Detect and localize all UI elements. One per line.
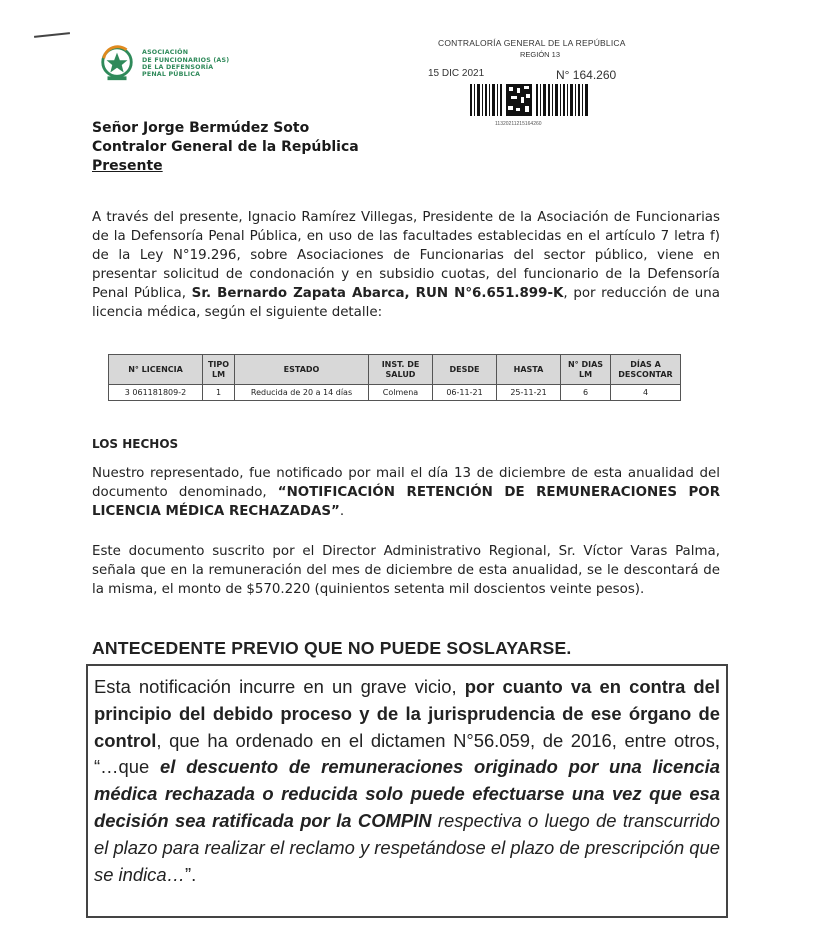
- stamp-code: 11320211215164260: [495, 121, 542, 127]
- box-italic: respectiva o luego de transcurrido el plazo para realizar el reclamo y respetándose el plazo de prescripción que se indica…: [94, 809, 720, 885]
- reception-stamp: [428, 30, 628, 136]
- antecedente-box: [86, 664, 728, 918]
- box-bold-italic: el descuento de remuneraciones originado por una licencia médica rechazada o reducida solo puede efectuarse una vez que esa decisión sea ratificada por la COMPIN: [94, 756, 720, 831]
- section-heading-hechos: LOS HECHOS: [92, 437, 179, 451]
- box-text: , que ha ordenado en el dictamen N°56.059, de 2016, entre otros, “…que: [94, 729, 720, 778]
- intro-bold: Sr. Bernardo Zapata Abarca, RUN N°6.651.899-K: [191, 286, 564, 301]
- table-header-row: [109, 355, 681, 385]
- logo-line: PENAL PÚBLICA: [142, 71, 201, 79]
- association-logo: [98, 45, 229, 83]
- addressee-block: [92, 119, 359, 176]
- addressee-name: Señor Jorge Bermúdez Soto: [92, 120, 310, 136]
- addressee-presente: Presente: [92, 158, 163, 174]
- logo-line: DE LA DEFENSORÍA: [142, 64, 214, 71]
- hechos-text: Nuestro representado, fue notificado por mail el día 13 de diciembre de esta anualidad del documento denominado,: [92, 466, 720, 500]
- table-cell: Reducida de 20 a 14 días: [235, 385, 369, 401]
- table-header: DESDE: [433, 355, 497, 385]
- hechos-end: .: [339, 504, 345, 519]
- stamp-date: 15 DIC 2021: [428, 68, 485, 79]
- stamp-number: N° 164.260: [556, 68, 617, 82]
- table-cell: 06-11-21: [433, 385, 497, 401]
- hechos-bold: “NOTIFICACIÓN RETENCIÓN DE REMUNERACIONES POR LICENCIA MÉDICA RECHAZADAS”: [92, 485, 721, 519]
- box-text: ”.: [184, 863, 197, 885]
- table-header: TIPO LM: [203, 355, 235, 385]
- logo-line: DE FUNCIONARIOS (AS): [142, 56, 230, 64]
- intro-text: A través del presente, Ignacio Ramírez Villegas, Presidente de la Asociación de Funcionarias de la Defensoría Penal Pública, en uso de las facultades establecidas en el artículo 7 letra f) de la Ley N°19.296, sobre Asociaciones de Funcionarias del sector público, viene en presentar solicitud de condonación y en subsidio cuotas, del funcionario de la Defensoría Penal Pública,: [92, 210, 720, 301]
- table-header: N° LICENCIA: [109, 355, 203, 385]
- pen-mark: [34, 32, 70, 38]
- barcode-icon: [470, 82, 590, 118]
- table-cell: 25-11-21: [497, 385, 561, 401]
- table-header: INST. DE SALUD: [369, 355, 433, 385]
- star-emblem-icon: [98, 45, 136, 83]
- table-cell: 3 061181809-2: [109, 385, 203, 401]
- hechos-paragraph-2: Este documento suscrito por el Director Administrativo Regional, Sr. Víctor Varas Palma, señala que en la remuneración del mes de diciembre de esta anualidad, se le descontará de la misma, el monto de $570.220 (quinientos setenta mil doscientos veinte pesos).: [92, 544, 720, 597]
- section-heading-antecedente: ANTECEDENTE PREVIO QUE NO PUEDE SOSLAYARSE.: [92, 638, 572, 658]
- table-cell: 1: [203, 385, 235, 401]
- table-cell: Colmena: [369, 385, 433, 401]
- box-bold: por cuanto va en contra del principio del debido proceso y de la jurisprudencia de ese órgano de control: [94, 676, 720, 751]
- table-cell: 4: [611, 385, 681, 401]
- addressee-title: Contralor General de la República: [92, 139, 359, 155]
- stamp-org: CONTRALORÍA GENERAL DE LA REPÚBLICA: [438, 38, 626, 48]
- logo-text: [142, 49, 229, 79]
- table-row: [109, 385, 681, 401]
- license-table: [108, 354, 681, 401]
- table-header: HASTA: [497, 355, 561, 385]
- table-header: ESTADO: [235, 355, 369, 385]
- table-cell: 6: [561, 385, 611, 401]
- stamp-region: REGIÓN 13: [520, 50, 561, 59]
- table-header: DÍAS A DESCONTAR: [611, 355, 681, 385]
- table-header: N° DIAS LM: [561, 355, 611, 385]
- intro-after: , por reducción de una licencia médica, según el siguiente detalle:: [92, 286, 720, 320]
- box-text: Esta notificación incurre en un grave vicio,: [94, 676, 465, 697]
- logo-line: ASOCIACIÓN: [142, 49, 189, 57]
- intro-paragraph: [92, 208, 720, 322]
- hechos-paragraph-1: [92, 464, 720, 521]
